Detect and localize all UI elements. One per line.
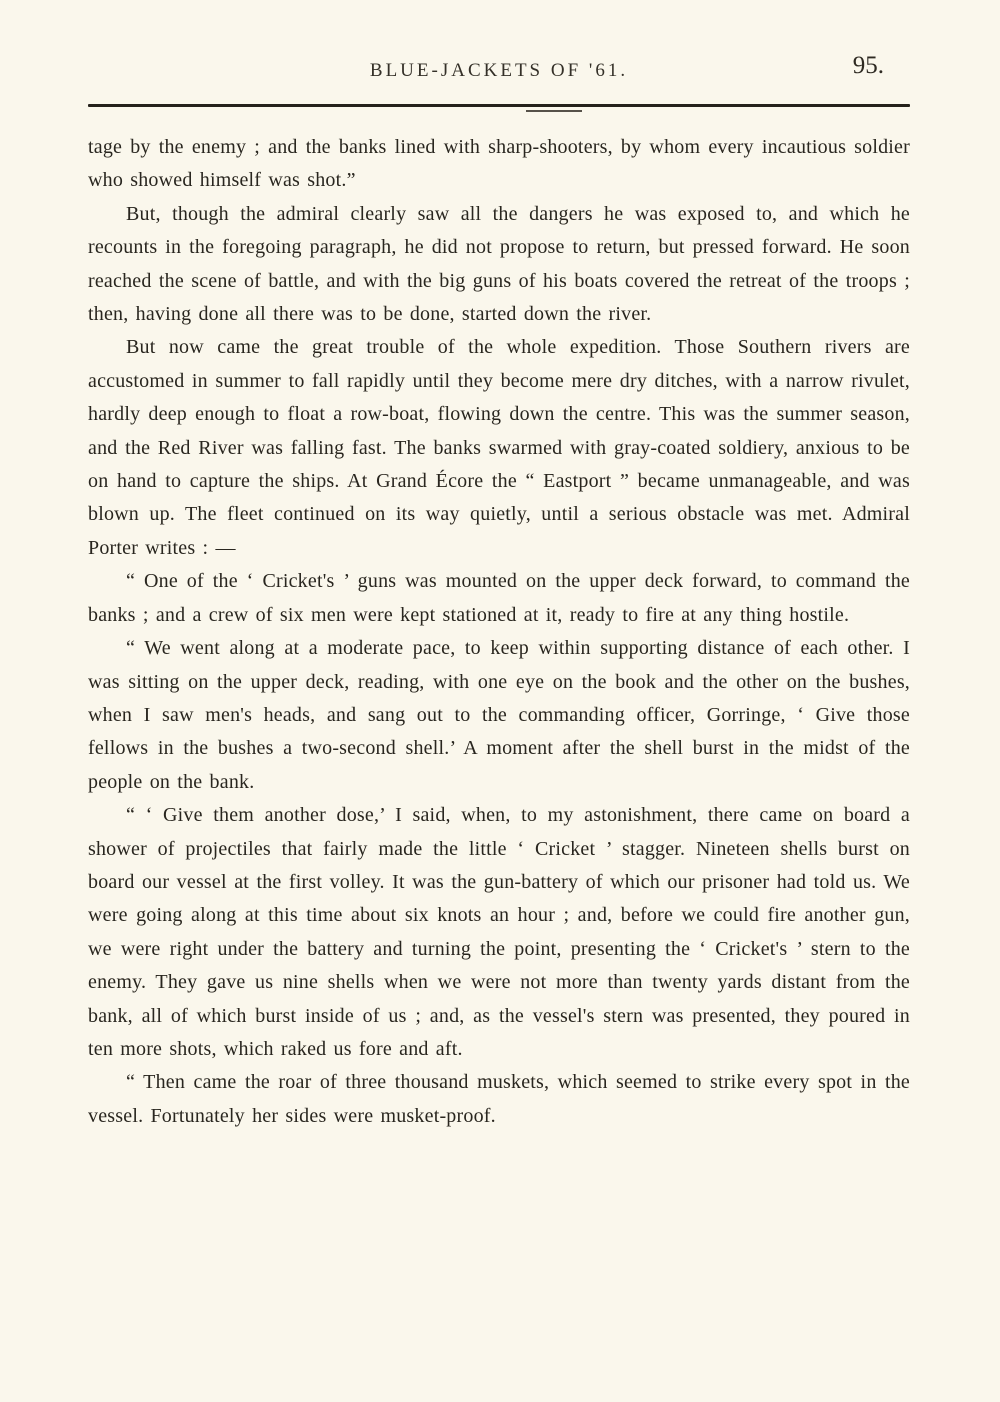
paragraph-quote: “ One of the ‘ Cricket's ’ guns was mounted on the upper deck forward, to command the banks ; and a crew of six men were kept stationed at it, ready to fire at any thing hostile. — [88, 570, 910, 626]
page-number: 95. — [852, 52, 884, 79]
paragraph-quote: “ We went along at a moderate pace, to keep within supporting distance of each other. I was sitting on the upper deck, reading, with one eye on the book and the other on the bushes, when I saw men's heads, and sang out to the commanding officer, Gorringe, ‘ Give those fellows in the bushes a two-second shell.’ A moment after the shell burst in the midst of the people on the bank. — [88, 637, 910, 793]
header-divider-rule — [88, 104, 910, 107]
paragraph: But, though the admiral clearly saw all the dangers he was exposed to, and which he recounts in the foregoing paragraph, he did not propose to return, but pressed forward. He soon reached the scene of battle, and with the big guns of his boats covered the retreat of the troops ; then, having done all there was to be done, started down the river. — [88, 202, 910, 326]
paragraph-quote: “ Then came the roar of three thousand muskets, which seemed to strike every spot in the vessel. Fortunately her sides were musket-proof. — [88, 1071, 910, 1127]
running-header-title: BLUE-JACKETS OF '61. — [369, 60, 629, 81]
paragraph-continuation: tage by the enemy ; and the banks lined with sharp-shooters, by whom every incautious soldier who showed himself was shot.” — [88, 136, 910, 192]
paragraph-quote: “ ‘ Give them another dose,’ I said, when, to my astonishment, there came on board a shower of projectiles that fairly made the little ‘ Cricket ’ stagger. Nineteen shells burst on board our vessel at the first volley. It was the gun-battery of which our prisoner had told us. We were going along at this time about six knots an hour ; and, before we could fire another gun, we were right under the battery and turning the point, presenting the ‘ Cricket's ’ stern to the enemy. They gave us nine shells when we were not more than twenty yards distant from the bank, all of which burst inside of us ; and, as the vessel's stern was presented, they poured in ten more shots, which raked us fore and aft. — [88, 804, 910, 1060]
paragraph: But now came the great trouble of the whole expedition. Those Southern rivers are accustomed in summer to fall rapidly until they become mere dry ditches, with a narrow rivulet, hardly deep enough to float a row-boat, flowing down the centre. This was the summer season, and the Red River was falling fast. The banks swarmed with gray-coated soldiery, anxious to be on hand to capture the ships. At Grand Écore the “ Eastport ” became unmanageable, and was blown up. The fleet continued on its way quietly, until a serious obstacle was met. Admiral Porter writes : — — [88, 336, 910, 559]
page-header — [88, 52, 910, 94]
body-text — [88, 131, 910, 1133]
